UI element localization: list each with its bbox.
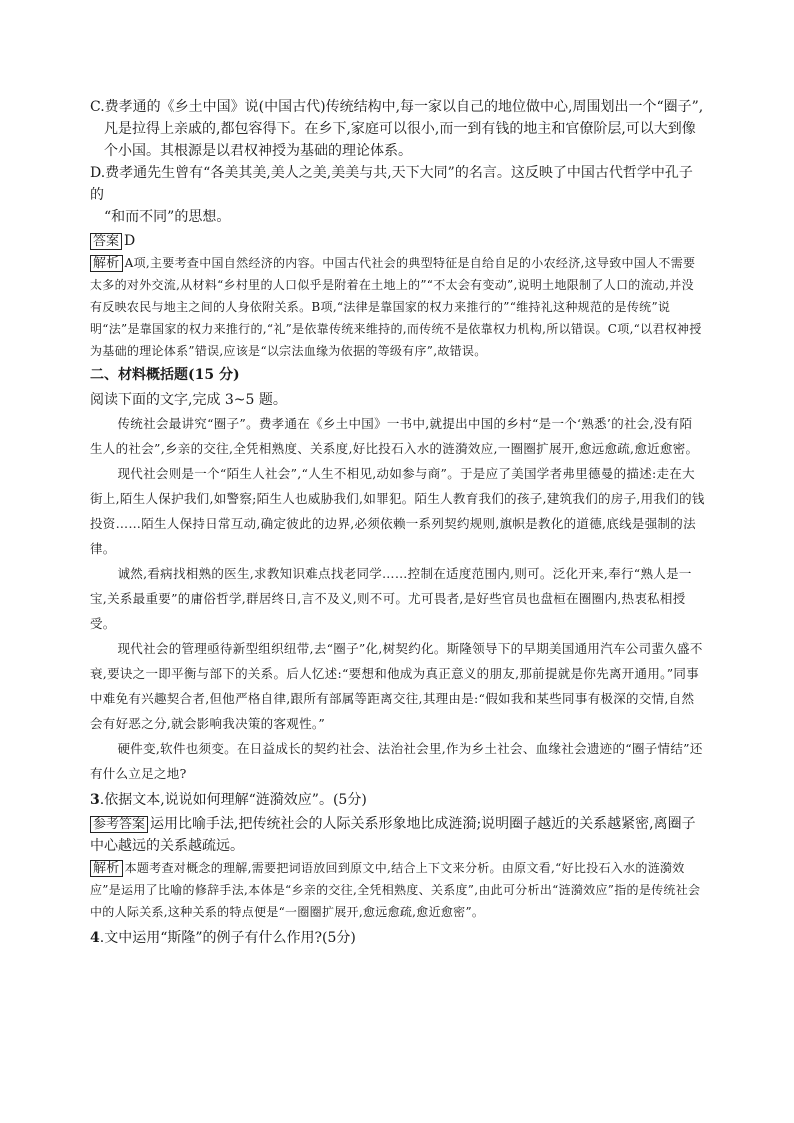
passage-paragraph-5: 硬件变,软件也须变。在日益成长的契约社会、法治社会里,作为乡土社会、血缘社会遗迹的“圈子情结”还有什么立足之地? — [90, 741, 703, 781]
question-4-text: .文中运用“斯隆”的例子有什么作用?(5分) — [99, 930, 356, 946]
analysis-tag: 解析 — [90, 255, 123, 272]
question-4 — [90, 927, 705, 949]
passage-paragraph-4: 现代社会的管理亟待新型组织纽带,去“圈子”化,树契约化。斯隆领导下的早期美国通用汽车公司蜚久盛不衰,要诀之一即平衡与部下的关系。后人忆述:“要想和他成为真正意义的朋友,那前提就是你先离开通用。”同事中难免有兴趣契合者,但他严格自律,跟所有部属等距离交往,其理由是:“假如我和某些同事有极深的交情,自然会有好恶之分,就会影响我决策的客观性。” — [90, 641, 703, 731]
answer-tag: 答案 — [90, 233, 122, 250]
question-3-number: 3 — [90, 792, 100, 808]
question-4-number: 4 — [90, 930, 100, 946]
question-3-text: .依据文本,说说如何理解“涟漪效应”。(5分) — [99, 792, 367, 808]
answer-line — [90, 230, 705, 252]
option-d-continuation: “和而不同”的思想。 — [104, 209, 231, 225]
reading-instruction: 阅读下面的文字,完成 3~5 题。 — [90, 392, 287, 408]
option-c — [90, 96, 705, 162]
section-heading: 二、材料概括题(15 分) — [90, 367, 240, 383]
analysis-block-1 — [90, 252, 705, 362]
reference-answer-tag: 参考答案 — [90, 816, 148, 833]
analysis-text: 本题考查对概念的理解,需要把词语放回到原文中,结合上下文来分析。由原文看,“好比投石入水的涟漪效应”是运用了比喻的修辞手法,本体是“乡亲的交往,全凭相熟度、关系度”,由此可分析出“涟漪效应”指的是传统社会中的人际关系,这种关系的特点便是“一圈圈扩展开,愈远愈疏,愈近愈密”。 — [90, 861, 701, 919]
option-c-first-line: C.费孝通的《乡土中国》说(中国古代)传统结构中,每一家以自己的地位做中心,周围划出一个“圈子”, — [90, 99, 704, 115]
passage-paragraph-3: 诚然,看病找相熟的医生,求教知识难点找老同学……控制在适度范围内,则可。泛化开来,奉行“熟人是一宝,关系最重要”的庸俗哲学,群居终日,言不及义,则不可。尤可畏者,是好些官员也盘桓在圈圈内,热衷私相授受。 — [90, 566, 692, 631]
question-3 — [90, 789, 705, 811]
reference-answer-text: 运用比喻手法,把传统社会的人际关系形象地比成涟漪;说明圈子越近的关系越紧密,离圈子中心越远的关系越疏远。 — [90, 816, 696, 854]
passage-paragraph-1: 传统社会最讲究“圈子”。费孝通在《乡土中国》一书中,就提出中国的乡村“是一个‘熟悉’的社会,没有陌生人的社会”,乡亲的交往,全凭相熟度、关系度,好比投石入水的涟漪效应,一圈圈扩展开,愈远愈疏,愈近愈密。 — [90, 416, 699, 456]
content-column — [90, 96, 705, 949]
option-d-first-line: D.费孝通先生曾有“各美其美,美人之美,美美与共,天下大同”的名言。这反映了中国古代哲学中孔子的 — [90, 165, 693, 203]
option-c-continuation: 凡是拉得上亲戚的,都包容得下。在乡下,家庭可以很小,而一到有钱的地主和官僚阶层,可以大到像个小国。其根源是以君权神授为基础的理论体系。 — [104, 121, 696, 159]
answer-value: D — [124, 233, 136, 249]
analysis-tag: 解析 — [90, 860, 123, 877]
passage-paragraph-2: 现代社会则是一个“陌生人社会”,“人生不相见,动如参与商”。于是应了美国学者弗里德曼的描述:走在大街上,陌生人保护我们,如警察;陌生人也威胁我们,如罪犯。陌生人教育我们的孩子,建筑我们的房子,用我们的钱投资……陌生人保持日常互动,确定彼此的边界,必须依赖一系列契约规则,旗帜是教化的道德,底线是强制的法律。 — [90, 466, 705, 556]
analysis-text: A项,主要考查中国自然经济的内容。中国古代社会的典型特征是自给自足的小农经济,这导致中国人不需要太多的对外交流,从材料“乡村里的人口似乎是附着在土地上的”“不太会有变动”,说明土地限制了人口的流动,并没有反映农民与地主之间的人身依附关系。B项,“法律是靠国家的权力来推行的”“维持礼这种规范的是传统”说明“法”是靠国家的权力来推行的,“礼”是依靠传统来维持的,而传统不是依靠权力机构,所以错误。C项,“以君权神授为基础的理论体系”错误,应该是“以宗法血缘为依据的等级有序”,故错误。 — [90, 256, 702, 358]
question-3-reference-answer — [90, 813, 705, 857]
question-3-analysis — [90, 857, 705, 923]
option-d — [90, 162, 705, 228]
